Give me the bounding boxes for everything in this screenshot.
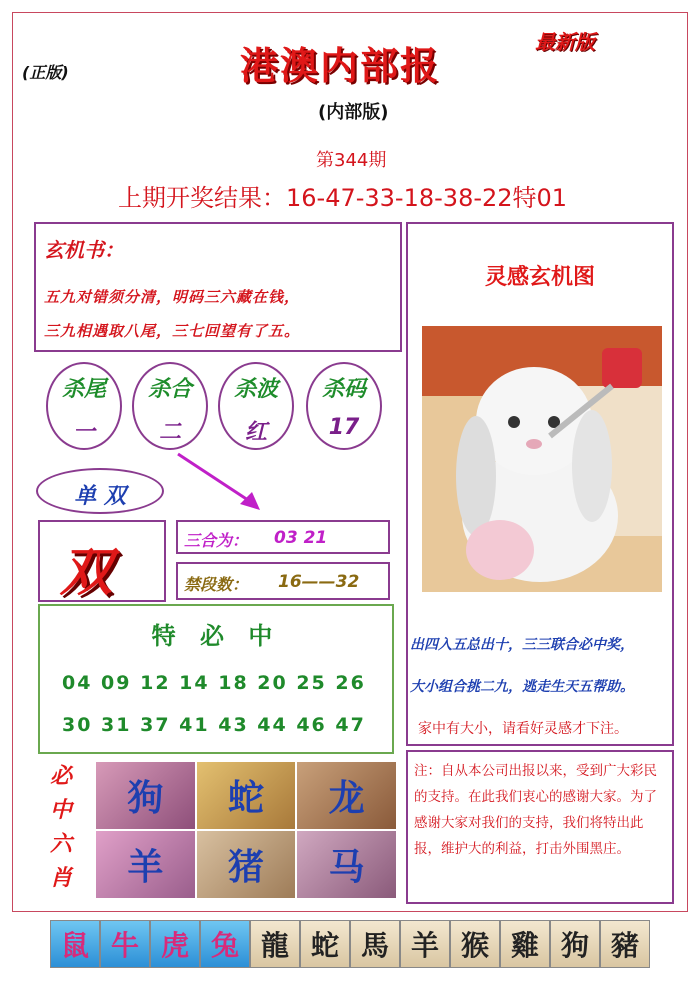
pick-value: 红 [244, 420, 267, 445]
zodiac-tile: 雞 [500, 920, 550, 968]
pick-label: 杀合 [147, 377, 192, 402]
six-zodiac-label: 必中六肖 [50, 764, 73, 891]
subtitle: (内部版) [318, 102, 389, 123]
special-panel [38, 604, 394, 754]
zodiac-tile: 龍 [250, 920, 300, 968]
zodiac-cell: 狗 [96, 762, 195, 829]
zodiac-tile: 牛 [100, 920, 150, 968]
pick-label: 杀波 [233, 377, 278, 402]
special-row-1: 04 09 12 14 18 20 25 26 [62, 672, 366, 694]
special-title: 特 必 中 [151, 622, 281, 650]
zodiac-tile: 羊 [400, 920, 450, 968]
verse-1: 出四入五总出十，三三联合必中奖， [410, 637, 634, 653]
kill-range-box [176, 562, 390, 600]
zodiac-tile: 豬 [600, 920, 650, 968]
pick-oval [218, 362, 294, 450]
pick-oval [46, 362, 122, 450]
sanhe-label: 三合为： [184, 531, 249, 550]
mystic-title: 玄机书： [44, 238, 124, 262]
big-char: 双 [60, 543, 113, 603]
last-result: 上期开奖结果：16-47-33-18-38-22特01 [118, 184, 568, 212]
edition-left: (正版) [22, 63, 69, 82]
notice-panel [406, 750, 674, 904]
pick-oval [306, 362, 382, 450]
pick-value: 17 [328, 415, 360, 440]
zodiac-tile: 蛇 [300, 920, 350, 968]
kill-range-label: 禁段数： [184, 575, 249, 594]
zodiac-cell: 马 [297, 831, 396, 898]
zodiac-tile: 兔 [200, 920, 250, 968]
special-row-2: 30 31 37 41 43 44 46 47 [62, 714, 366, 736]
rabbit-image [422, 326, 662, 592]
mystic-panel [34, 222, 402, 352]
notice-text: 注：自从本公司出报以来，受到广大彩民的支持。在此我们衷心的感谢大家。为了感谢大家对我们的支持，我们将特出此报，维护大的利益，打击外围黑庄。 [414, 763, 657, 857]
zodiac-cell: 猪 [197, 831, 296, 898]
verse-2: 大小组合挑二九，逃走生天五帮助。 [410, 679, 634, 695]
zodiac-tile: 狗 [550, 920, 600, 968]
odd-even-label: 单 双 [74, 484, 126, 509]
six-zodiac-grid [96, 762, 396, 898]
arrow-icon [170, 448, 270, 518]
pick-value: 一 [72, 420, 95, 445]
kill-range-value: 16——32 [278, 572, 360, 592]
page-title: 港澳内部报 [240, 43, 441, 88]
zodiac-tile: 虎 [150, 920, 200, 968]
zodiac-tile: 鼠 [50, 920, 100, 968]
sanhe-value: 03 21 [274, 528, 328, 548]
mystic-line-2: 三九相遇取八尾，三七回望有了五。 [44, 322, 301, 340]
zodiac-cell: 羊 [96, 831, 195, 898]
pick-label: 杀尾 [61, 377, 106, 402]
zodiac-tile: 猴 [450, 920, 500, 968]
big-char-box [38, 520, 166, 602]
pick-oval [132, 362, 208, 450]
mystic-line-1: 五九对错须分清，明码三六藏在钱， [44, 288, 301, 306]
inspiration-note: 家中有大小，请看好灵感才下注。 [418, 721, 628, 737]
zodiac-cell: 蛇 [197, 762, 296, 829]
image-title: 灵感玄机图 [484, 265, 595, 290]
zodiac-bar [50, 920, 650, 968]
pick-value: 二 [158, 420, 181, 445]
issue-number: 第344期 [316, 150, 387, 171]
zodiac-tile: 馬 [350, 920, 400, 968]
odd-even-oval [36, 468, 164, 514]
pick-label: 杀码 [321, 377, 366, 402]
sanhe-box [176, 520, 390, 554]
edition-right: 最新版 [535, 30, 595, 54]
right-panel [406, 222, 674, 746]
zodiac-cell: 龙 [297, 762, 396, 829]
